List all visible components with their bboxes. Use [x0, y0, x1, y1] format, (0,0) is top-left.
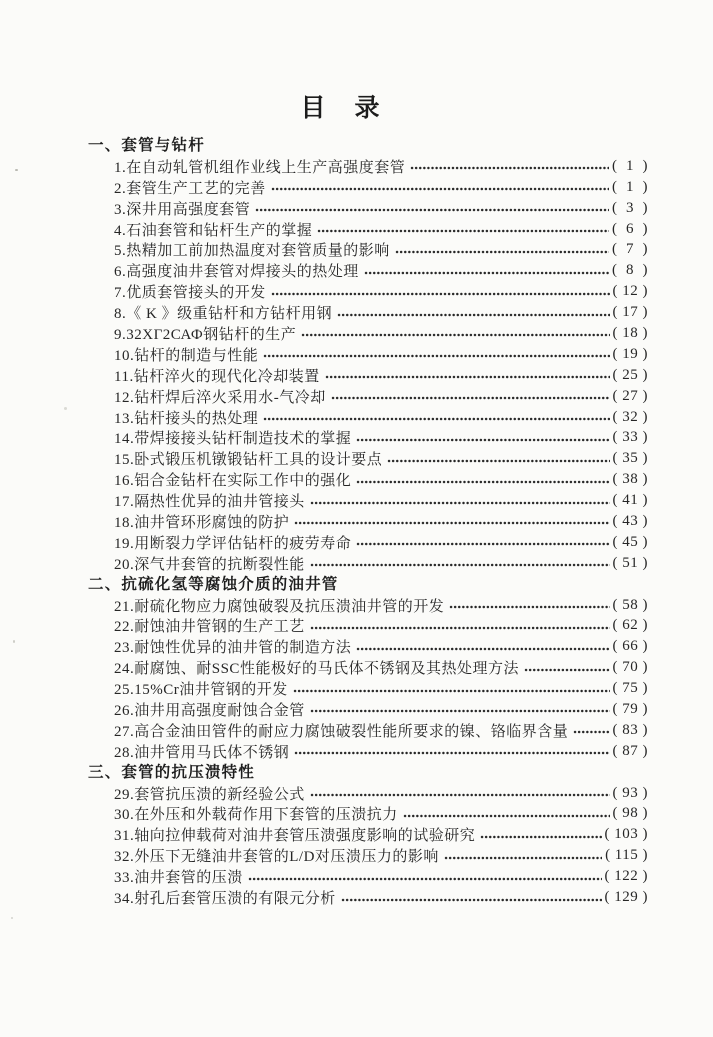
dot-leader [444, 854, 602, 862]
entry-title: 15.卧式锻压机镦锻钻杆工具的设计要点 [114, 452, 383, 469]
toc-entry [88, 323, 648, 344]
toc-entry [88, 804, 648, 825]
scan-speck [15, 169, 18, 171]
entry-title: 20.深气井套管的抗断裂性能 [114, 556, 305, 573]
entry-title: 11.钻杆淬火的现代化冷却装置 [114, 368, 320, 385]
entry-title: 27.高合金油田管件的耐应力腐蚀破裂性能所要求的镍、铬临界含量 [114, 723, 569, 740]
dot-leader [271, 185, 609, 193]
toc-entry [88, 678, 648, 699]
toc-entry [88, 824, 648, 845]
dot-leader [271, 290, 610, 298]
dot-leader [294, 749, 609, 757]
entry-page: ( 115 ) [605, 847, 648, 864]
toc-entry [88, 427, 648, 448]
entry-title: 1.在自动轧管机组作业线上生产高强度套管 [114, 159, 406, 176]
entry-title: 32.外压下无缝油井套管的L/D对压溃压力的影响 [114, 849, 439, 866]
entry-page: ( 103 ) [604, 826, 648, 843]
dot-leader [573, 728, 609, 736]
entry-title: 12.钻杆焊后淬火采用水-气冷却 [114, 389, 326, 406]
toc-entry [88, 386, 648, 407]
toc-entry [88, 469, 648, 490]
toc-entry [88, 219, 648, 240]
dot-leader [255, 206, 609, 214]
entry-page: ( 12 ) [612, 283, 648, 300]
entry-page: ( 25 ) [612, 366, 648, 383]
dot-leader [263, 415, 609, 423]
toc-entry [88, 866, 648, 887]
scan-speck [64, 407, 67, 410]
toc-entry [88, 407, 648, 428]
entry-page: ( 19 ) [612, 345, 648, 362]
toc-entry [88, 615, 648, 636]
entry-page: ( 75 ) [612, 680, 648, 697]
entry-page: ( 6 ) [612, 220, 648, 237]
dot-leader [310, 624, 610, 632]
toc-entry [88, 511, 648, 532]
entry-title: 8.《 K 》级重钻杆和方钻杆用钢 [114, 306, 333, 323]
entry-page: ( 41 ) [612, 492, 648, 509]
section-header: 二、抗硫化氢等腐蚀介质的油井管 [88, 574, 339, 593]
entry-page: ( 122 ) [604, 868, 648, 885]
dot-leader [293, 687, 610, 695]
toc-entry [88, 636, 648, 657]
dot-leader [310, 499, 610, 507]
toc [88, 135, 648, 908]
entry-title: 10.钻杆的制造与性能 [114, 347, 259, 364]
entry-title: 5.热精加工前加热温度对套管质量的影响 [114, 243, 390, 260]
entry-page: ( 45 ) [612, 533, 648, 550]
entry-title: 34.射孔后套管压溃的有限元分析 [114, 891, 336, 908]
entry-page: ( 98 ) [612, 805, 648, 822]
entry-title: 9.32ХГ2САФ钢钻杆的生产 [114, 326, 297, 343]
entry-title: 16.铝合金钻杆在实际工作中的强化 [114, 473, 352, 490]
entry-page: ( 7 ) [612, 241, 648, 258]
entry-title: 26.油井用高强度耐蚀合金管 [114, 703, 305, 719]
entry-title: 21.耐硫化物应力腐蚀破裂及抗压溃油井管的开发 [114, 598, 445, 615]
entry-page: ( 43 ) [612, 512, 648, 529]
toc-entry [88, 595, 648, 616]
dot-leader [337, 311, 609, 319]
toc-entry [88, 553, 648, 574]
toc-entry [88, 657, 648, 678]
toc-entry [88, 365, 648, 386]
dot-leader [301, 331, 609, 339]
entry-page: ( 35 ) [612, 450, 648, 467]
dot-leader [356, 645, 609, 653]
entry-title: 6.高强度油井套管对焊接头的热处理 [114, 264, 359, 281]
toc-entry [88, 281, 648, 302]
entry-page: ( 18 ) [612, 324, 648, 341]
entry-title: 7.优质套管接头的开发 [114, 285, 266, 302]
dot-leader [387, 457, 609, 465]
dot-leader [480, 833, 601, 841]
dot-leader [310, 791, 610, 799]
entry-page: ( 66 ) [612, 638, 648, 655]
entry-page: ( 32 ) [612, 408, 648, 425]
toc-entry [88, 845, 648, 866]
dot-leader [449, 603, 609, 611]
dot-leader [395, 248, 609, 256]
dot-leader [331, 394, 610, 402]
entry-page: ( 79 ) [612, 700, 648, 717]
toc-entry [88, 783, 648, 804]
toc-entry [88, 198, 648, 219]
entry-page: ( 3 ) [612, 199, 648, 216]
toc-entry [88, 239, 648, 260]
entry-page: ( 129 ) [604, 889, 648, 905]
dot-leader [310, 707, 610, 715]
toc-entry [88, 699, 648, 720]
dot-leader [524, 666, 610, 674]
dot-leader [356, 436, 609, 444]
dot-leader [341, 896, 602, 904]
entry-page: ( 1 ) [612, 157, 648, 174]
entry-page: ( 62 ) [612, 617, 648, 634]
entry-title: 13.钻杆接头的热处理 [114, 410, 259, 427]
scan-speck [11, 917, 13, 919]
toc-entry [88, 156, 648, 177]
dot-leader [248, 875, 602, 883]
entry-page: ( 17 ) [612, 304, 648, 321]
entry-page: ( 51 ) [612, 554, 648, 571]
entry-page: ( 38 ) [612, 471, 648, 488]
page-title: 目 录 [300, 93, 382, 122]
dot-leader [364, 269, 609, 277]
toc-entry [88, 741, 648, 762]
toc-entry [88, 448, 648, 469]
section-header: 三、套管的抗压溃特性 [88, 762, 256, 781]
dot-leader [294, 519, 609, 527]
entry-page: ( 27 ) [612, 387, 648, 404]
entry-title: 18.油井管环形腐蚀的防护 [114, 514, 290, 531]
entry-page: ( 8 ) [612, 262, 648, 279]
entry-title: 24.耐腐蚀、耐SSC性能极好的马氏体不锈钢及其热处理方法 [114, 661, 519, 678]
entry-page: ( 33 ) [612, 429, 648, 446]
entry-title: 4.石油套管和钻杆生产的掌握 [114, 222, 313, 239]
dot-leader [263, 352, 609, 360]
dot-leader [410, 164, 609, 172]
toc-entry [88, 302, 648, 323]
entry-title: 33.油井套管的压溃 [114, 870, 243, 887]
entry-page: ( 1 ) [612, 178, 648, 195]
entry-title: 29.套管抗压溃的新经验公式 [114, 786, 305, 803]
entry-page: ( 70 ) [612, 659, 648, 676]
entry-page: ( 58 ) [612, 596, 648, 613]
entry-title: 28.油井管用马氏体不锈钢 [114, 744, 290, 761]
entry-title: 22.耐蚀油井管钢的生产工艺 [114, 619, 305, 636]
toc-entry [88, 490, 648, 511]
dot-leader [356, 478, 609, 486]
dot-leader [325, 373, 610, 381]
entry-title: 2.套管生产工艺的完善 [114, 180, 266, 197]
entry-title: 23.耐蚀性优异的油井管的制造方法 [114, 640, 352, 657]
dot-leader [317, 227, 609, 235]
entry-title: 3.深井用高强度套管 [114, 201, 251, 218]
entry-page: ( 87 ) [612, 742, 648, 759]
entry-title: 17.隔热性优异的油井管接头 [114, 494, 305, 511]
entry-page: ( 83 ) [612, 721, 648, 738]
entry-page: ( 93 ) [612, 784, 648, 801]
section-header: 一、套管与钻杆 [88, 136, 205, 154]
scan-speck [13, 640, 15, 643]
toc-entry [88, 887, 648, 908]
entry-title: 19.用断裂力学评估钻杆的疲劳寿命 [114, 535, 352, 552]
entry-title: 31.轴向拉伸载荷对油井套管压溃强度影响的试验研究 [114, 828, 476, 845]
entry-title: 25.15%Cr油井管钢的开发 [114, 682, 288, 699]
dot-leader [310, 561, 610, 569]
toc-entry [88, 344, 648, 365]
toc-entry [88, 260, 648, 281]
toc-entry [88, 532, 648, 553]
toc-entry [88, 177, 648, 198]
entry-title: 14.带焊接接头钻杆制造技术的掌握 [114, 431, 352, 448]
entry-title: 30.在外压和外载荷作用下套管的压溃抗力 [114, 807, 398, 824]
dot-leader [403, 812, 610, 820]
toc-entry [88, 720, 648, 741]
dot-leader [356, 540, 609, 548]
